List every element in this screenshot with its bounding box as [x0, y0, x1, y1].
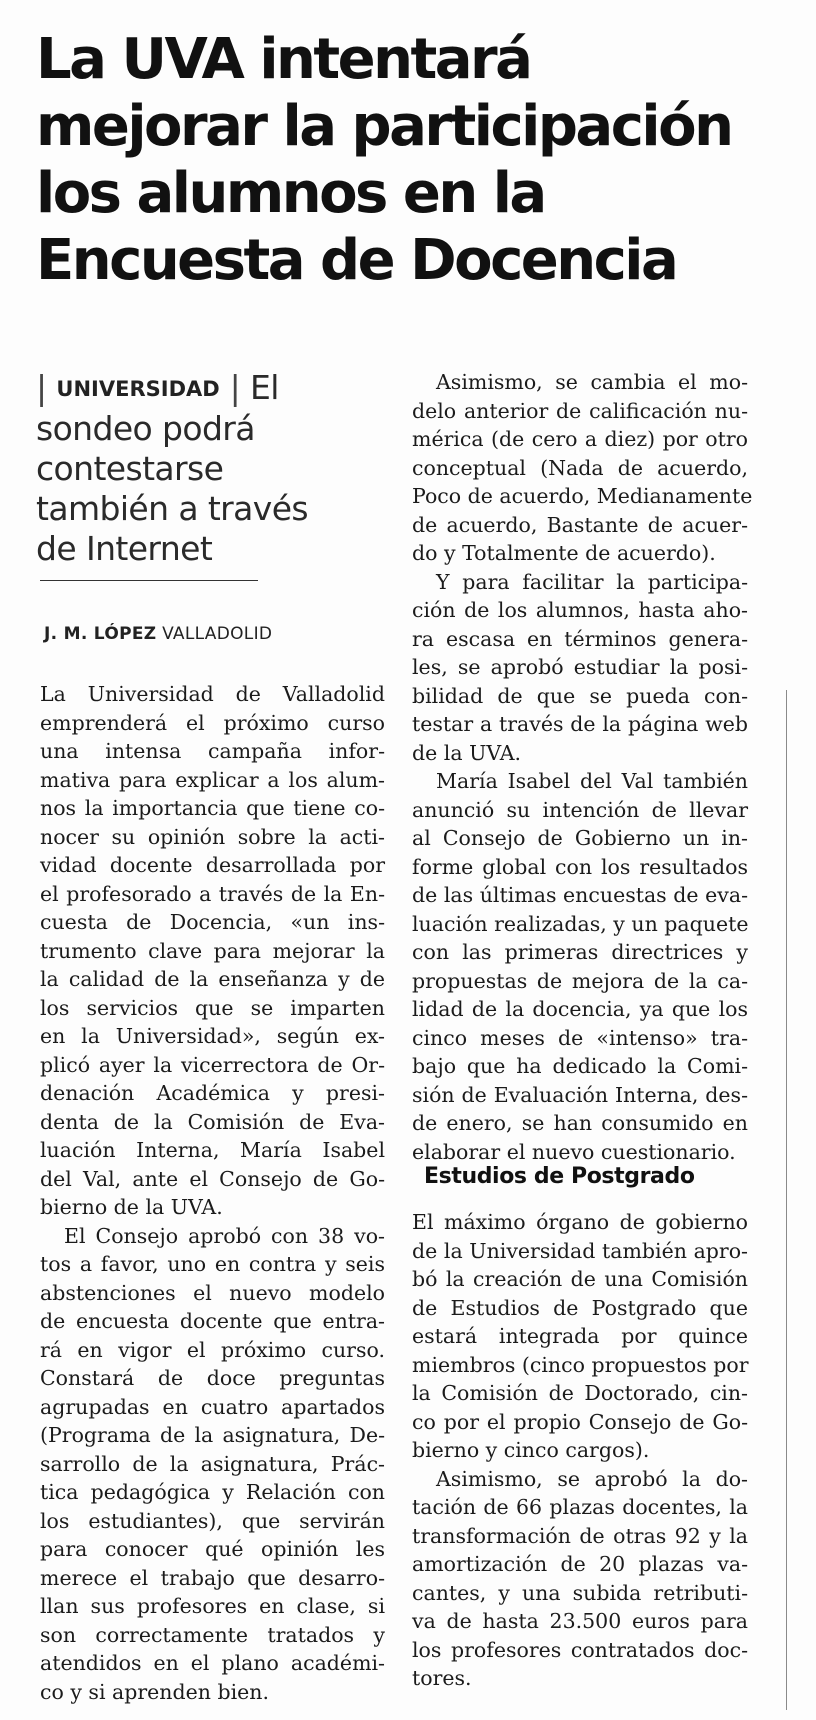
headline — [36, 26, 796, 294]
text-line: delo anterior de calificación nu- — [412, 398, 748, 423]
text-line: del Val, ante el Consejo de Go- — [40, 1166, 385, 1191]
text-line: propuestas de mejora de la ca- — [412, 968, 748, 993]
headline-line: La UVA intentará — [36, 27, 531, 92]
text-line: con las primeras directrices y — [412, 940, 748, 964]
byline-author: J. M. LÓPEZ — [44, 624, 157, 644]
text-line: al Consejo de Gobierno un in- — [412, 826, 748, 850]
text-line: de enero, se han consumido en — [412, 1111, 748, 1135]
text-line: cuesta de Docencia, «un ins- — [40, 910, 385, 934]
text-line: tica pedagógica y Relación con — [40, 1480, 385, 1504]
text-line: los estudiantes), que servirán — [40, 1508, 385, 1533]
text-line: La Universidad de Valladolid — [40, 682, 385, 706]
text-line: de Estudios de Postgrado que — [412, 1295, 748, 1320]
text-line: denación Académica y presi- — [40, 1081, 385, 1105]
kicker-text: El — [240, 368, 279, 407]
text-line: amortización de 20 plazas va- — [412, 1552, 748, 1576]
text-line: la calidad de la enseñanza y de — [40, 967, 385, 991]
kicker-first-line — [36, 368, 376, 409]
text-line: el profesorado a través de la En- — [40, 881, 385, 906]
text-line: Constará de doce preguntas — [40, 1366, 385, 1390]
text-line: denta de la Comisión de Eva- — [40, 1109, 385, 1134]
text-line: llan sus profesores en clase, si — [40, 1594, 385, 1618]
text-line: sarrollo de la asignatura, Prác- — [40, 1451, 385, 1476]
text-line: vidad docente desarrollada por — [40, 853, 385, 877]
text-line: bajo que ha dedicado la Comi- — [412, 1054, 748, 1078]
kicker-text: contestarse — [36, 449, 224, 488]
text-line: mativa para explicar a los alum- — [40, 767, 385, 792]
text-line: El Consejo aprobó con 38 vo- — [64, 1223, 385, 1248]
text-line: nocer su opinión sobre la acti- — [40, 824, 385, 849]
headline-line: mejorar la participación — [36, 94, 732, 159]
byline-place: VALLADOLID — [162, 624, 273, 644]
text-line: tación de 66 plazas docentes, la — [412, 1495, 748, 1519]
text-line: conceptual (Nada de acuerdo, — [412, 455, 748, 480]
kicker-text: de Internet — [36, 529, 213, 568]
text-line: sión de Evaluación Interna, des- — [412, 1082, 748, 1107]
text-line: va de hasta 23.500 euros para — [412, 1609, 748, 1633]
text-line: rá en vigor el próximo curso. — [40, 1337, 385, 1362]
text-line: elaborar el nuevo cuestionario. — [412, 1139, 736, 1164]
text-line: son correctamente tratados y — [40, 1622, 385, 1647]
text-line: los servicios que se imparten — [40, 995, 385, 1020]
text-line: agrupadas en cuatro apartados — [40, 1394, 385, 1419]
text-line: de las últimas encuestas de eva- — [412, 883, 748, 907]
body-column-right-top — [412, 368, 753, 1166]
text-line: de encuesta docente que entra- — [40, 1309, 385, 1333]
text-line: en la Universidad», según ex- — [40, 1024, 385, 1048]
body-column-left — [40, 680, 385, 1706]
text-line: bierno de la UVA. — [40, 1195, 223, 1219]
text-line: de la Universidad también apro- — [412, 1238, 748, 1263]
text-line: forme global con los resultados — [412, 854, 748, 879]
byline — [44, 624, 272, 644]
text-line: testar a través de la página web — [412, 712, 748, 736]
text-line: plicó ayer la vicerrectora de Or- — [40, 1052, 385, 1077]
text-line: anunció su intención de llevar — [412, 797, 748, 822]
text-line: para conocer qué opinión les — [40, 1537, 385, 1561]
text-line: mérica (de cero a diez) por otro — [412, 427, 748, 451]
text-line: emprenderá el próximo curso — [40, 710, 385, 735]
headline-line: Encuesta de Docencia — [36, 228, 677, 293]
kicker-divider — [40, 580, 258, 581]
text-line: Poco de acuerdo, Medianamente — [412, 484, 753, 508]
text-line: transformación de otras 92 y la — [412, 1523, 748, 1548]
text-line: co por el propio Consejo de Go- — [412, 1409, 748, 1434]
text-line: abstenciones el nuevo modelo — [40, 1280, 385, 1305]
text-line: ra escasa en términos genera- — [412, 626, 748, 651]
page-edge-line — [786, 690, 787, 1710]
kicker-text: también a través — [36, 489, 308, 528]
text-line: (Programa de la asignatura, De- — [40, 1423, 385, 1447]
text-line: tos a favor, uno en contra y seis — [40, 1252, 385, 1276]
text-line: la Comisión de Doctorado, cin- — [412, 1381, 748, 1405]
text-line: María Isabel del Val también — [436, 769, 748, 793]
text-line: cantes, y una subida retributi- — [412, 1580, 748, 1605]
text-line: lidad de la docencia, ya que los — [412, 997, 748, 1021]
text-line: Asimismo, se aprobó la do- — [436, 1466, 748, 1491]
text-line: Asimismo, se cambia el mo- — [436, 370, 748, 394]
text-line: bó la creación de una Comisión — [412, 1267, 748, 1291]
text-line: atendidos en el plano académi- — [40, 1651, 385, 1675]
text-line: estará integrada por quince — [412, 1324, 748, 1348]
text-line: de la UVA. — [412, 740, 522, 765]
headline-line: los alumnos en la — [36, 161, 545, 226]
text-line: cinco meses de «intenso» tra- — [412, 1025, 748, 1050]
text-line: bierno y cinco cargos). — [412, 1438, 650, 1462]
kicker-bar: | — [229, 368, 241, 407]
text-line: do y Totalmente de acuerdo). — [412, 541, 716, 565]
text-line: ción de los alumnos, hasta aho- — [412, 598, 748, 622]
text-line: miembros (cinco propuestos por — [412, 1352, 749, 1377]
text-line: luación realizadas, y un paquete — [412, 911, 749, 936]
text-line: Y para facilitar la participa- — [436, 569, 748, 594]
body-column-right-bottom — [412, 1208, 748, 1693]
text-line: merece el trabajo que desarro- — [40, 1565, 385, 1590]
text-line: les, se aprobó estudiar la posi- — [412, 655, 748, 679]
kicker — [36, 368, 376, 569]
section-subhead: Estudios de Postgrado — [424, 1164, 695, 1189]
kicker-bar: | — [36, 368, 47, 407]
text-line: tores. — [412, 1666, 472, 1690]
kicker-text: sondeo podrá — [36, 409, 255, 448]
text-line: El máximo órgano de gobierno — [412, 1210, 748, 1234]
text-line: de acuerdo, Bastante de acuer- — [412, 512, 748, 537]
text-line: los profesores contratados doc- — [412, 1637, 748, 1662]
text-line: co y si aprenden bien. — [40, 1679, 270, 1704]
text-line: nos la importancia que tiene co- — [40, 796, 385, 820]
text-line: trumento clave para mejorar la — [40, 938, 385, 963]
text-line: bilidad de que se pueda con- — [412, 683, 748, 708]
text-line: una intensa campaña infor- — [40, 739, 385, 763]
section-label: UNIVERSIDAD — [56, 377, 220, 401]
text-line: luación Interna, María Isabel — [40, 1138, 385, 1162]
